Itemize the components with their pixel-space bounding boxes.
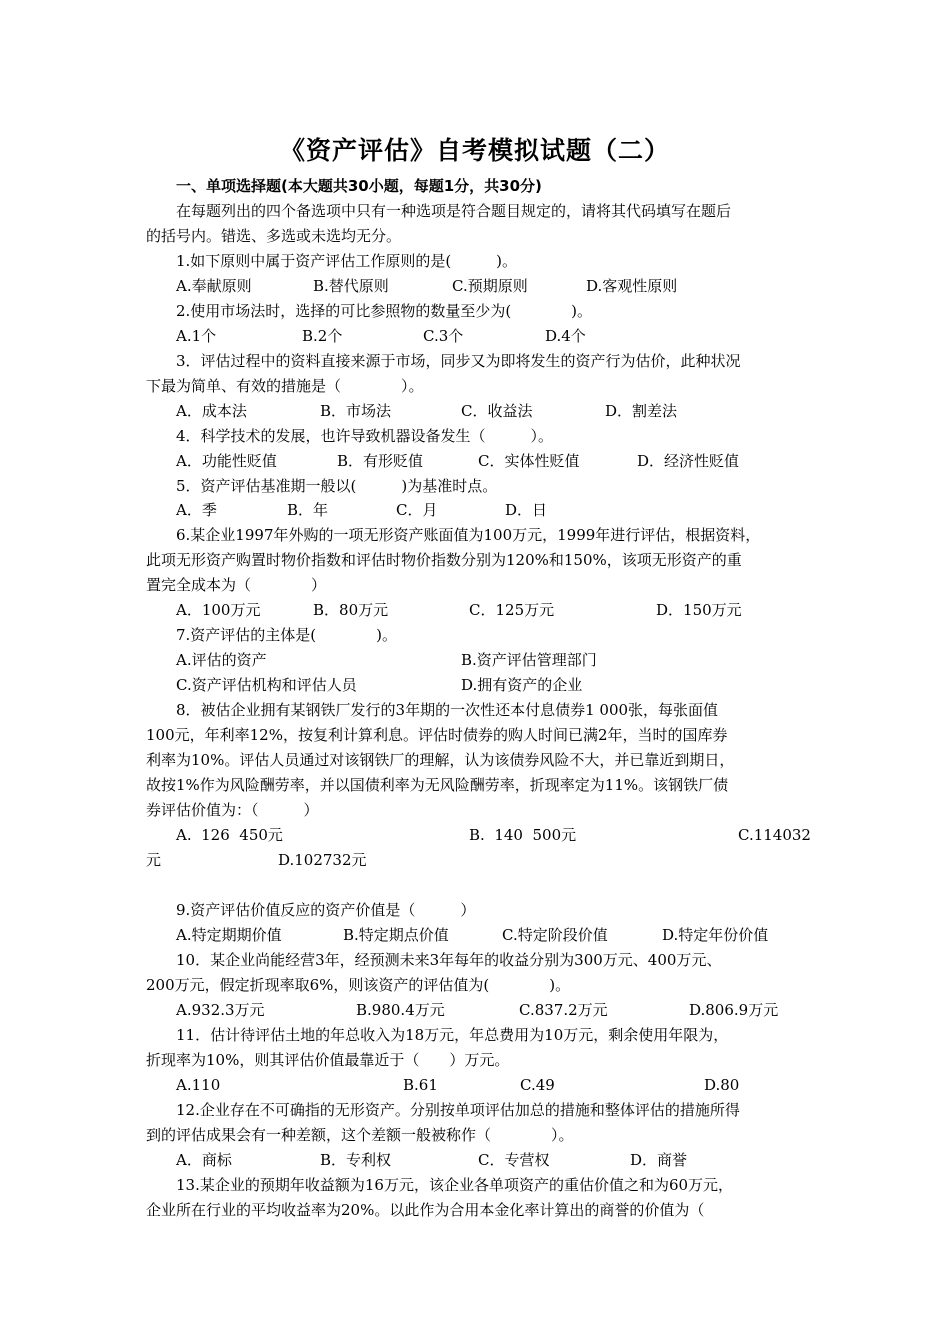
- question-12-cont: 到的评估成果会有一种差额，这个差额一般被称作（ ）。: [146, 1126, 574, 1144]
- q2-option-b: B.2个: [302, 327, 343, 345]
- question-2: 2.使用市场法时，选择的可比参照物的数量至少为( )。: [176, 302, 593, 320]
- question-4: 4．科学技术的发展，也许导致机器设备发生（ ）。: [176, 427, 554, 445]
- question-13: 13.某企业的预期年收益额为16万元，该企业各单项资产的重估价值之和为60万元，: [176, 1176, 734, 1194]
- q2-option-c: C.3个: [423, 327, 464, 345]
- q10-option-a: A.932.3万元: [176, 1001, 265, 1019]
- question-10-cont: 200万元，假定折现率取6%，则该资产的评估值为( )。: [146, 976, 571, 994]
- q11-option-c: C.49: [520, 1076, 555, 1094]
- question-8-cont: 故按1%作为风险酬劳率，并以国债利率为无风险酬劳率，折现率定为11%。该钢铁厂债: [146, 776, 729, 794]
- q8-option-b: B. 140 500元: [469, 826, 577, 844]
- question-11: 11．估计待评估土地的年总收入为18万元，年总费用为10万元，剩余使用年限为，: [176, 1026, 729, 1044]
- q2-option-d: D.4个: [545, 327, 586, 345]
- q1-option-c: C.预期原则: [452, 277, 528, 295]
- q12-option-a: A．商标: [176, 1151, 232, 1169]
- question-6-cont: 置完全成本为（ ）: [146, 576, 327, 594]
- section-heading: 一、单项选择题(本大题共30小题，每题1分，共30分): [176, 177, 542, 195]
- q10-option-b: B.980.4万元: [356, 1001, 445, 1019]
- question-11-cont: 折现率为10%，则其评估价值最靠近于（ ）万元。: [146, 1051, 510, 1069]
- q5-option-b: B．年: [287, 501, 329, 519]
- q3-option-a: A．成本法: [176, 402, 247, 420]
- question-6: 6.某企业1997年外购的一项无形资产账面值为100万元，1999年进行评估，根据资料，: [176, 526, 761, 544]
- q8-option-c: C.114032: [738, 826, 811, 844]
- q1-option-a: A.奉献原则: [176, 277, 252, 295]
- q9-option-a: A.特定期期价值: [176, 926, 282, 944]
- q8-option-a: A. 126 450元: [176, 826, 283, 844]
- q1-option-b: B.替代原则: [313, 277, 389, 295]
- q3-option-d: D．割差法: [605, 402, 678, 420]
- q11-option-d: D.80: [704, 1076, 740, 1094]
- q4-option-d: D．经济性贬值: [637, 452, 740, 470]
- q11-option-b: B.61: [403, 1076, 438, 1094]
- q5-option-d: D．日: [505, 501, 548, 519]
- question-8-cont: 券评估价值为：（ ）: [146, 801, 319, 819]
- q5-option-c: C．月: [396, 501, 438, 519]
- q12-option-c: C．专营权: [478, 1151, 550, 1169]
- question-5: 5．资产评估基准期一般以( )为基准时点。: [176, 477, 498, 495]
- q6-option-d: D．150万元: [656, 601, 742, 619]
- q12-option-d: D．商誉: [630, 1151, 688, 1169]
- question-13-cont: 企业所在行业的平均收益率为20%。以此作为合用本金化率计算出的商誉的价值为（: [146, 1201, 705, 1219]
- q9-option-c: C.特定阶段价值: [502, 926, 608, 944]
- q11-option-a: A.110: [176, 1076, 221, 1094]
- q1-option-d: D.客观性原则: [586, 277, 678, 295]
- q6-option-b: B．80万元: [313, 601, 389, 619]
- q3-option-c: C．收益法: [461, 402, 533, 420]
- q7-option-c: C.资产评估机构和评估人员: [176, 676, 357, 694]
- question-8: 8．被估企业拥有某钢铁厂发行的3年期的一次性还本付息债券1 000张，每张面值: [176, 701, 719, 719]
- q2-option-a: A.1个: [176, 327, 217, 345]
- q9-option-b: B.特定期点价值: [343, 926, 449, 944]
- question-8-cont: 利率为10%。评估人员通过对该钢铁厂的理解，认为该债券风险不大，并已靠近到期日，: [146, 751, 735, 769]
- page-title: 《资产评估》自考模拟试题（二）: [279, 136, 670, 165]
- q8-option-d: D.102732元: [278, 851, 367, 869]
- q4-option-a: A．功能性贬值: [176, 452, 277, 470]
- q6-option-c: C．125万元: [469, 601, 555, 619]
- instructions-line: 在每题列出的四个备选项中只有一种选项是符合题目规定的，请将其代码填写在题后: [176, 202, 732, 220]
- question-6-cont: 此项无形资产购置时物价指数和评估时物价指数分别为120%和150%，该项无形资产的重: [146, 551, 742, 569]
- question-10: 10．某企业尚能经营3年，经预测未来3年每年的收益分别为300万元、400万元、: [176, 951, 722, 969]
- q3-option-b: B．市场法: [320, 402, 392, 420]
- q10-option-d: D.806.9万元: [689, 1001, 779, 1019]
- question-8-cont: 100元，年利率12%，按复利计算利息。评估时债券的购人时间已满2年，当时的国库券: [146, 726, 728, 744]
- q7-option-d: D.拥有资产的企业: [461, 676, 583, 694]
- q4-option-b: B．有形贬值: [337, 452, 424, 470]
- question-3: 3．评估过程中的资料直接来源于市场，同步又为即将发生的资产行为估价，此种状况: [176, 352, 741, 370]
- instructions-line: 的括号内。错选、多选或未选均无分。: [146, 227, 402, 245]
- q10-option-c: C.837.2万元: [519, 1001, 608, 1019]
- question-3-cont: 下最为简单、有效的措施是（ ）。: [146, 377, 424, 395]
- question-1: 1.如下原则中属于资产评估工作原则的是( )。: [176, 252, 518, 270]
- q4-option-c: C．实体性贬值: [478, 452, 580, 470]
- q9-option-d: D.特定年份价值: [662, 926, 769, 944]
- q7-option-b: B.资产评估管理部门: [461, 651, 597, 669]
- question-12: 12.企业存在不可确指的无形资产。分别按单项评估加总的措施和整体评估的措施所得: [176, 1101, 740, 1119]
- q8-option-c-cont: 元: [146, 851, 162, 869]
- q6-option-a: A．100万元: [176, 601, 261, 619]
- q7-option-a: A.评估的资产: [176, 651, 267, 669]
- q5-option-a: A．季: [176, 501, 217, 519]
- q12-option-b: B．专利权: [320, 1151, 392, 1169]
- question-9: 9.资产评估价值反应的资产价值是（ ）: [176, 901, 476, 919]
- question-7: 7.资产评估的主体是( )。: [176, 626, 398, 644]
